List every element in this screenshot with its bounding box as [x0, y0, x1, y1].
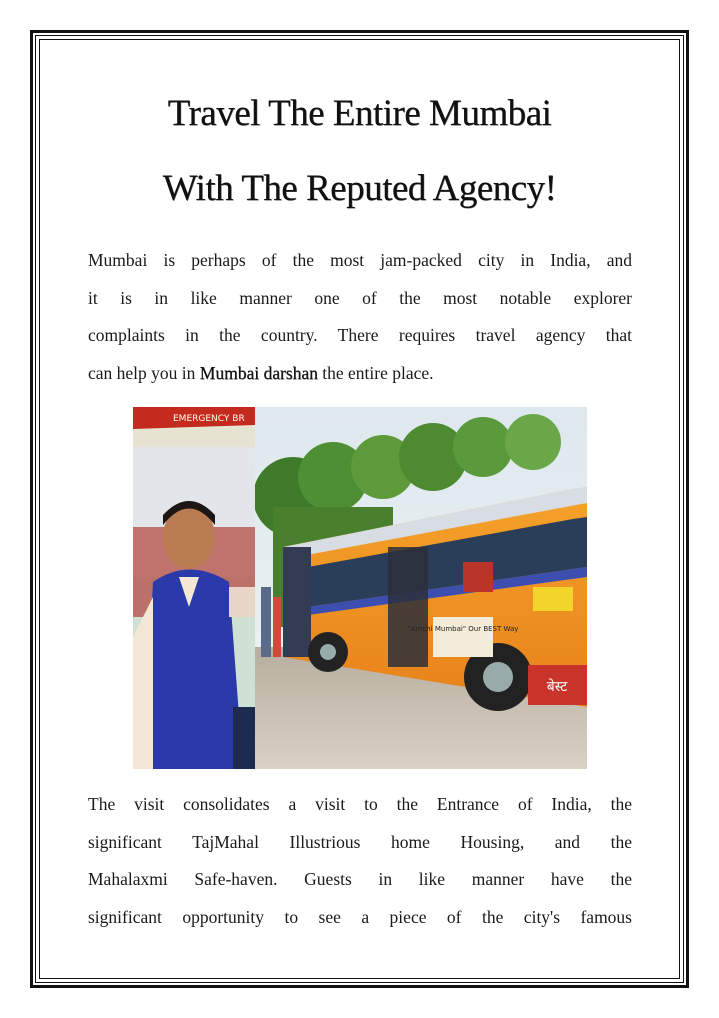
- intro-line-3: complaints in the country. There requires travel agency that: [88, 325, 632, 345]
- emergency-sign: EMERGENCY BR: [173, 414, 245, 424]
- details-paragraph: [88, 786, 632, 936]
- details-line-3: Mahalaxmi Safe-haven. Guests in like manner have the: [88, 869, 632, 889]
- intro-line-1: Mumbai is perhaps of the most jam-packed city in India, and: [88, 250, 632, 270]
- bus-sign: "Amchi Mumbai" Our BEST Way: [407, 625, 519, 633]
- details-line-4: significant opportunity to see a piece of the city's famous: [88, 906, 632, 927]
- mumbai-darshan-link[interactable]: Mumbai darshan: [199, 362, 318, 383]
- title-line-1: Travel The Entire Mumbai: [167, 93, 552, 134]
- intro-paragraph: [88, 242, 632, 392]
- details-line-2: significant TajMahal Illustrious home Housing, and the: [88, 831, 632, 852]
- bus-logo: बेस्ट: [546, 679, 568, 695]
- bus-photo: [133, 407, 587, 769]
- intro-line-4: [88, 355, 632, 393]
- details-line-1: The visit consolidates a visit to the Entrance of India, the: [88, 794, 632, 814]
- intro-line-4-end: the entire place.: [317, 362, 434, 383]
- man-portrait: [133, 407, 255, 769]
- intro-line-2: it is in like manner one of the most notable explorer: [88, 287, 632, 308]
- title-line-2: With The Reputed Agency!: [162, 168, 557, 209]
- intro-line-4-start: can help you in: [88, 362, 200, 383]
